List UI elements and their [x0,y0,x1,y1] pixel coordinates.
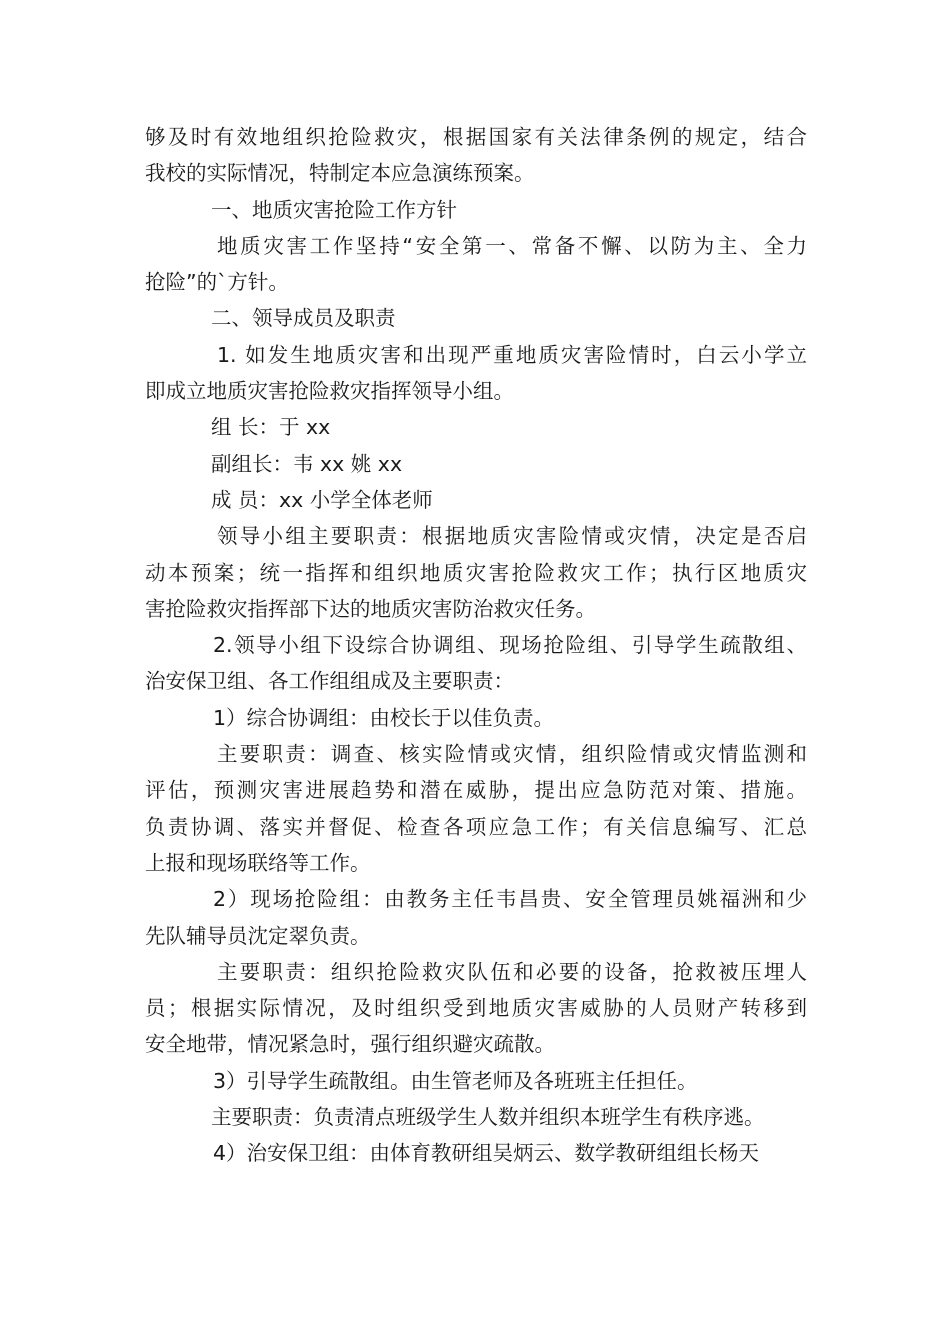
text-line: 成 员：xx 小学全体老师 [211,487,433,512]
text-line: 组 长：于 xx [211,415,331,440]
text-line: 主要职责：组织抢险救灾队伍和必要的设备，抢救被压埋人 [217,959,807,984]
text-line: 动本预案；统一指挥和组织地质灾害抢险救灾工作；执行区地质灾 [145,560,807,585]
paragraph [145,1063,807,1099]
text-line: 员；根据实际情况，及时组织受到地质灾害威胁的人员财产转移到 [145,996,807,1021]
document-body [145,119,807,1172]
text-line: 安全地带，情况紧急时，强行组织避灾疏散。 [145,1032,555,1057]
text-line: 评估，预测灾害进展趋势和潜在威胁，提出应急防范对策、措施。 [145,778,807,803]
text-line: 2）现场抢险组：由教务主任韦昌贵、安全管理员姚福洲和少 [213,887,807,912]
text-line: 害抢险救灾指挥部下达的地质灾害防治救灾任务。 [145,596,596,621]
text-line: 主要职责：负责清点班级学生人数并组织本班学生有秩序逃。 [211,1105,765,1130]
text-line: 治安保卫组、各工作组组成及主要职责： [145,669,514,694]
paragraph [145,337,807,410]
paragraph [145,954,807,1063]
text-line: 够及时有效地组织抢险救灾，根据国家有关法律条例的规定，结合 [145,125,807,149]
text-line: 负责协调、落实并督促、检查各项应急工作；有关信息编写、汇总 [145,814,807,839]
text-line: 领导小组主要职责：根据地质灾害险情或灾情，决定是否启 [217,524,807,549]
text-line: 2.领导小组下设综合协调组、现场抢险组、引导学生疏散组、 [213,633,807,658]
text-line: 1）综合协调组：由校长于以佳负责。 [213,705,555,730]
paragraph [145,482,807,518]
paragraph [145,192,807,228]
paragraph [145,881,807,954]
paragraph [145,446,807,482]
text-line: 副组长：韦 xx 姚 xx [211,451,403,476]
paragraph [145,119,807,192]
text-line: 4）治安保卫组：由体育教研组吴炳云、数学教研组组长杨天 [213,1141,760,1166]
text-line: 我校的实际情况，特制定本应急演练预案。 [145,161,535,186]
paragraph [145,700,807,736]
document-page [145,119,807,1172]
text-line: 即成立地质灾害抢险救灾指挥领导小组。 [145,379,514,404]
paragraph [145,518,807,627]
paragraph [145,300,807,336]
paragraph [145,736,807,881]
text-line: 1. 如发生地质灾害和出现严重地质灾害险情时，白云小学立 [217,342,807,367]
text-line: 地质灾害工作坚持“安全第一、常备不懈、以防为主、全力 [217,233,807,258]
text-line: 一、地质灾害抢险工作方针 [211,197,457,222]
paragraph [145,1135,807,1171]
paragraph [145,1099,807,1135]
text-line: 先队辅导员沈定翠负责。 [145,923,371,948]
text-line: 主要职责：调查、核实险情或灾情，组织险情或灾情监测和 [217,742,807,767]
paragraph [145,627,807,700]
text-line: 二、领导成员及职责 [211,306,396,331]
text-line: 抢险”的`方针。 [145,270,289,295]
paragraph [145,409,807,445]
paragraph [145,228,807,301]
text-line: 上报和现场联络等工作。 [145,850,371,875]
text-line: 3）引导学生疏散组。由生管老师及各班班主任担任。 [213,1068,698,1093]
